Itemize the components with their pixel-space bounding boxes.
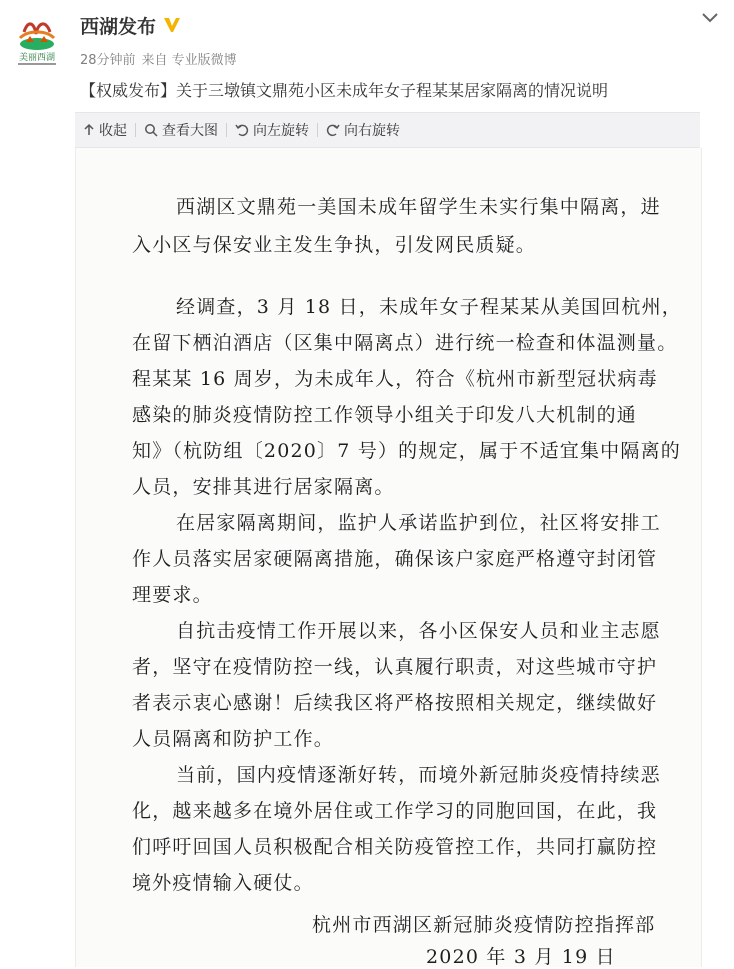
doc-signature: 杭州市西湖区新冠肺炎疫情防控指挥部	[312, 914, 656, 936]
doc-line: 知》（杭防组〔2020〕7 号）的规定，属于不适宜集中隔离的	[132, 440, 681, 462]
collapse-up-icon	[83, 123, 95, 137]
doc-date: 2020 年 3 月 19 日	[426, 946, 616, 968]
post-source: 来自 专业版微博	[141, 53, 237, 68]
doc-line: 当前，国内疫情逐渐好转，而境外新冠肺炎疫情持续恶	[176, 764, 661, 786]
doc-line: 西湖区文鼎苑一美国未成年留学生未实行集中隔离，进	[176, 196, 661, 218]
doc-line: 者表示衷心感谢！后续我区将严格按照相关规定，继续做好	[132, 692, 658, 714]
collapse-button[interactable]	[75, 120, 135, 140]
doc-line: 经调查，3 月 18 日，未成年女子程某某从美国回杭州，	[176, 296, 682, 318]
image-toolbar	[75, 112, 700, 148]
post-meta	[80, 49, 243, 68]
doc-line: 化，越来越多在境外居住或工作学习的同胞回国，在此，我	[132, 800, 658, 822]
doc-line: 者，坚守在疫情防控一线，认真履行职责，对这些城市守护	[132, 656, 658, 678]
doc-line: 理要求。	[132, 584, 213, 606]
doc-line: 人员隔离和防护工作。	[132, 728, 335, 750]
verified-v-icon	[162, 15, 182, 35]
document-image[interactable]	[75, 148, 702, 967]
rotate-left-button[interactable]	[227, 120, 317, 140]
doc-line: 自抗击疫情工作开展以来，各小区保安人员和业主志愿	[176, 620, 661, 642]
doc-line: 在居家隔离期间，监护人承诺监护到位，社区将安排工	[176, 512, 661, 534]
rotate-left-label: 向左旋转	[253, 123, 309, 139]
doc-line: 程某某 16 周岁，为未成年人，符合《杭州市新型冠状病毒	[132, 368, 658, 390]
rotate-right-button[interactable]	[318, 120, 408, 140]
account-name[interactable]: 西湖发布	[80, 16, 157, 38]
chevron-down-icon[interactable]	[700, 10, 720, 26]
rotate-right-icon	[326, 123, 340, 137]
rotate-left-icon	[235, 123, 249, 137]
view-large-label: 查看大图	[162, 123, 218, 139]
doc-line: 入小区与保安业主发生争执，引发网民质疑。	[132, 234, 537, 256]
post-header	[0, 0, 734, 110]
search-icon	[144, 123, 158, 137]
avatar-logo-text: 美丽西湖	[18, 53, 56, 63]
post-time[interactable]: 28分钟前	[80, 53, 136, 68]
doc-line: 人员，安排其进行居家隔离。	[132, 476, 395, 498]
doc-line: 感染的肺炎疫情防控工作领导小组关于印发八大机制的通	[132, 404, 638, 426]
post-text: 【权威发布】关于三墩镇文鼎苑小区未成年女子程某某居家隔离的情况说明	[80, 81, 609, 100]
doc-line: 们呼吁回国人员积极配合相关防疫管控工作，共同打赢防控	[132, 836, 658, 858]
doc-line: 作人员落实居家硬隔离措施，确保该户家庭严格遵守封闭管	[132, 548, 658, 570]
doc-line: 境外疫情输入硬仗。	[132, 872, 314, 894]
collapse-label: 收起	[99, 123, 127, 139]
view-large-button[interactable]	[136, 120, 226, 140]
account-avatar[interactable]	[8, 14, 66, 72]
rotate-right-label: 向右旋转	[344, 123, 400, 139]
doc-line: 在留下栖泊酒店（区集中隔离点）进行统一检查和体温测量。	[132, 332, 678, 354]
